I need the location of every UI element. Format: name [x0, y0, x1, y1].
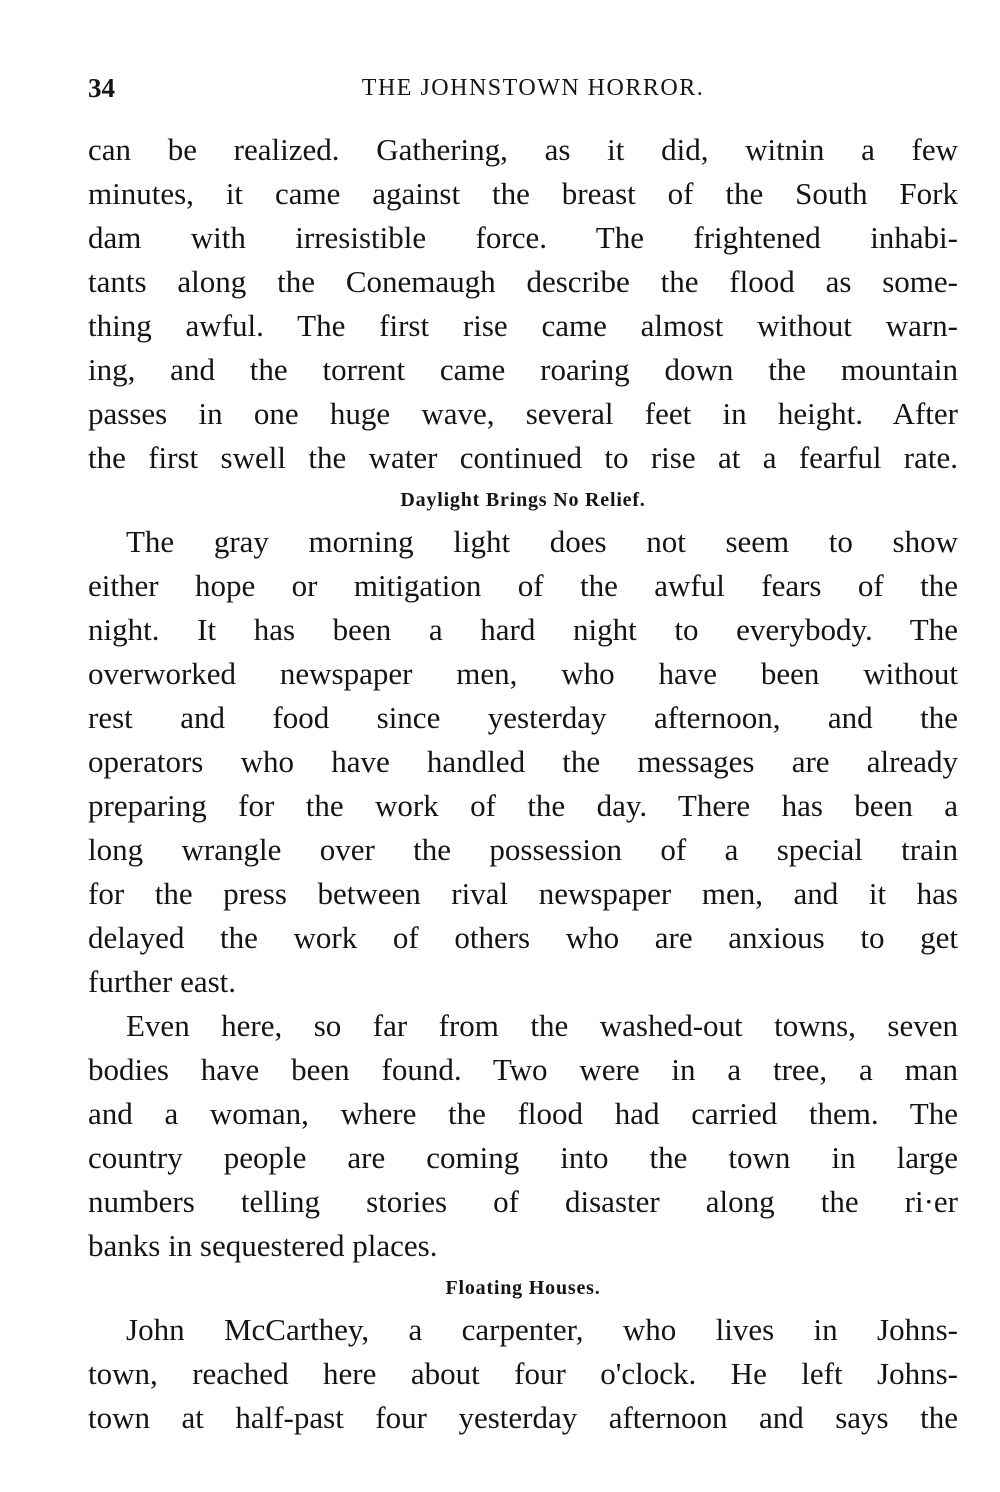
text-line: The gray morning light does not seem to show — [126, 524, 958, 559]
running-title: THE JOHNSTOWN HORROR. — [361, 75, 705, 101]
text-line: minutes, it came against the breast of the South Fork — [88, 176, 958, 211]
text-line: further east. — [88, 964, 237, 999]
text-line: the first swell the water continued to rise at a fearful rate. — [88, 440, 958, 475]
text-line: bodies have been found. Two were in a tree, a man — [88, 1052, 958, 1087]
text-line: overworked newspaper men, who have been without — [88, 656, 958, 691]
text-line: numbers telling stories of disaster along the ri·er — [88, 1184, 958, 1219]
running-header — [88, 70, 958, 106]
text-line: tants along the Conemaugh describe the flood as some- — [88, 264, 958, 299]
text-line: John McCarthey, a carpenter, who lives in Johns- — [126, 1312, 958, 1347]
text-line: town, reached here about four o'clock. He left Johns- — [88, 1356, 958, 1391]
text-line: for the press between rival newspaper men, and it has — [88, 876, 958, 911]
text-line: operators who have handled the messages are already — [88, 744, 958, 779]
text-line: either hope or mitigation of the awful fears of the — [88, 568, 958, 603]
paragraph-4 — [88, 1308, 958, 1440]
text-line: long wrangle over the possession of a special train — [88, 832, 958, 867]
paragraph-2 — [88, 520, 958, 1004]
text-line: Even here, so far from the washed-out towns, seven — [126, 1008, 958, 1043]
section-heading-daylight: Daylight Brings No Relief. — [400, 489, 646, 511]
text-line: preparing for the work of the day. There has been a — [88, 788, 958, 823]
paragraph-1 — [88, 128, 958, 480]
text-line: rest and food since yesterday afternoon, and the — [88, 700, 958, 735]
text-line: passes in one huge wave, several feet in height. After — [88, 396, 958, 431]
text-line: dam with irresistible force. The frightened inhabi- — [88, 220, 958, 255]
text-line: ing, and the torrent came roaring down the mountain — [88, 352, 958, 387]
text-line: thing awful. The first rise came almost without warn- — [88, 308, 958, 343]
body-text — [88, 128, 958, 1440]
text-line: banks in sequestered places. — [88, 1228, 438, 1263]
page-number: 34 — [88, 73, 115, 103]
text-line: delayed the work of others who are anxious to get — [88, 920, 958, 955]
section-heading-floating-houses: Floating Houses. — [445, 1277, 601, 1299]
text-line: night. It has been a hard night to everybody. The — [88, 612, 958, 647]
text-line: and a woman, where the flood had carried them. The — [88, 1096, 958, 1131]
text-line: country people are coming into the town in large — [88, 1140, 958, 1175]
text-line: town at half-past four yesterday afternoon and says the — [88, 1400, 958, 1435]
paragraph-3 — [88, 1004, 958, 1268]
text-line: can be realized. Gathering, as it did, witnin a few — [88, 132, 958, 167]
